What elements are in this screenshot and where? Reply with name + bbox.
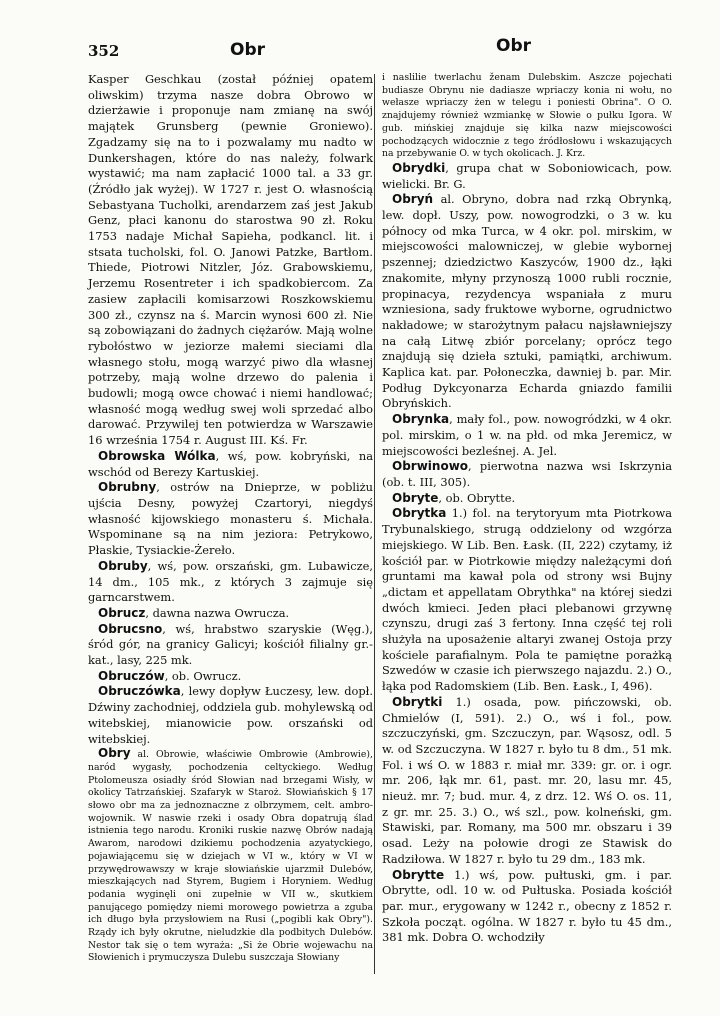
entry-headword: Obryte bbox=[392, 490, 439, 505]
dictionary-entry bbox=[382, 72, 672, 161]
dictionary-entry bbox=[382, 491, 672, 507]
entry-text: al. Obrowie, właściwie Ombrowie (Ambrowie), naród wygasły, pochodzenia celtyckiego. Według Ptolomeusza osiadły śród Słowian nad brzegami Wisły, w okolicy Tatrzańskiej. Szafaryk w Staroż. Słowiańskich § 17 słowo obr ma za jednoznaczne z olbrzymem, celt. ambro-wojownik. W naswie rzeki i osady Obra dopatrują ślad istnienia tego narodu. Kroniki ruskie nazwę Obrów nadają Awarom, narodowi dzikiemu pochodzenia azyatyckiego, pojawiającemu się w dziejach w VI w., który w VI w przywędrowawszy w kraje słowiańskie ujarzmił Dulebów, mieszkających nad Styrem, Bugiem i Horyniem. Według podania wyginęli oni zupełnie w VII w., skutkiem panującego pomiędzy niemi morowego powietrza a zguba ich długo była przysłowiem na Rusi („pogibli kak Obry"). Rządy ich były okrutne, nieludzkie dla podbitych Dulebów. Nestor tak się o tem wyraża: „Si że Obrie wojewachu na Słowienich i prymuczysza Dulebu suszczaja Słowiany bbox=[88, 749, 373, 964]
dictionary-entry bbox=[88, 480, 373, 559]
entry-text: al. Obryno, dobra nad rzką Obrynką, lew. dopł. Uszy, pow. nowogrodzki, o 3 w. ku północy od mka Turca, w 4 okr. pol. mirskim, w miejscowości malowniczej, w glebie wybornej pszennej; dziedzictwo Kaszyców, 1900 dz., łąki znakomite, młyny przynoszą 1000 rubli rocznie, propinacya, rezydencya wspaniała z muru wzniesiona, sady fruktowe wyborne, ogrudnictwo nakładowe; w starożytnym pałacu najsławniejszy na całą Litwę zbiór porcelany; oprócz tego znajdują się dzieła sztuki, pamiątki, archiwum. Kaplica kat. par. Połoneczka, dawniej b. par. Mir. Podług Dykcyonarza Echarda gniazdo familii Obryńskich. bbox=[382, 192, 672, 411]
entry-text: i naslilie twerlachu ženam Dulebskim. Aszcze pojechati budiasze Obrynu nie dadiasze wpriaczy konia ni wołu, no wełasze wpriaczy żen w telegu i poniesti Obrina". O O. znajdujemy również wzmiankę w Słowie o pułku Igora. W gub. mińskiej znajduje się kilka nazw miejscowości pochodzących widocznie z tego źródłosłowu i wskazujących na przebywanie O. w tych okolicach. J. Krz. bbox=[382, 72, 672, 160]
dictionary-entry bbox=[382, 868, 672, 947]
right-column bbox=[382, 72, 672, 946]
entry-headword: Obruby bbox=[98, 558, 148, 573]
entry-headword: Obrubny bbox=[98, 480, 157, 495]
entry-text: , wś, hrabstwo szaryskie (Węg.), śród gór, na granicy Galicyi; kościół filialny gr.-kat., lasy, 225 mk. bbox=[88, 621, 373, 668]
entry-headword: Obrytki bbox=[392, 694, 443, 709]
entry-headword: Obrowska Wólka bbox=[98, 448, 216, 463]
entry-text: , ob. Owrucz. bbox=[164, 668, 242, 683]
dictionary-entry bbox=[382, 192, 672, 412]
left-running-head: Obr bbox=[230, 40, 266, 60]
entry-headword: Obrytte bbox=[392, 867, 445, 882]
entry-text: 1.) fol. na terytoryum mta Piotrkowa Trybunalskiego, strugą oddzielony od wzgórza miejskiego. W Lib. Ben. Łask. (II, 222) czytamy, iż kościół par. w Piotrkowie między należącymi doń gruntami ma kawał pola od strony wsi Bujny „dictam et appellatam Obrythka" na której siedzi dwóch kmieci. Jeden płaci plebanowi grzywnę czynszu, drugi zaś 3 fertony. Inna część tej roli służyła na uposażenie altaryi zwanej Ostoja przy kościele parafialnym. Pola te pamiętne porażką Szwedów w czasie ich pierwszego najazdu. 2.) O., łąka pod Radomskiem (Lib. Ben. Łask., I, 496). bbox=[382, 506, 672, 694]
entry-text: , pierwotna nazwa wsi Iskrzynia (ob. t. III, 305). bbox=[382, 459, 672, 489]
entry-text: , wś, pow. orszański, gm. Lubawicze, 14 dm., 105 mk., z których 3 zajmuje się garncarstwem. bbox=[88, 558, 373, 605]
dictionary-entry bbox=[88, 684, 373, 747]
entry-text: , dawna nazwa Owrucza. bbox=[145, 605, 290, 620]
dictionary-entry bbox=[88, 747, 373, 965]
dictionary-entry bbox=[88, 559, 373, 606]
dictionary-entry bbox=[382, 459, 672, 490]
entry-headword: Obrucz bbox=[98, 605, 146, 620]
dictionary-entry bbox=[88, 606, 373, 622]
column-divider bbox=[374, 74, 375, 974]
page-number: 352 bbox=[88, 42, 120, 60]
dictionary-entry bbox=[382, 506, 672, 694]
entry-text: Kasper Geschkau (został później opatem oliwskim) trzyma nasze dobra Obrowo w dzierżawie i proponuje nam zmianę na swój majątek Grunsberg (pewnie Groniewo). Zgadzamy się na to i pozwalamy mu nadto w Dunkershagen, które do nas należy, folwark wystawić; ma nam zapłacić 1000 tal. a 33 gr. (Źródło jak wyżej). W 1727 r. jest O. własnością Sebastyana Tucholki, arendarzem zaś jest Jakub Genz, płaci kanonu do starostwa 90 zł. Roku 1753 nadaje Michał Sapieha, podkancl. lit. i stsata tucholski, fol. O. Janowi Patzke, Bartłom. Thiede, Piotrowi Nitzler, Józ. Grabowskiemu, Jerzemu Rosentreter i ich spadkobiercom. Za zasiew zapłacili komisarzowi Roszkowskiemu 300 zł., czynsz na ś. Marcin wynosi 600 zł. Nie są zobowiązani do żadnych ciężarów. Mają wolne rybołóstwo w jeziorze małemi sieciami dla własnego stołu, mogą warzyć piwo dla własnej potrzeby, mają wolne drzewo do palenia i budowli; mogą owce chować i niemi handlować; własność mogą według swej woli sprzedać albo darować. Przywilej ten potwierdza w Warszawie 16 września 1754 r. August III. Kś. Fr. bbox=[88, 72, 373, 448]
entry-headword: Obry bbox=[98, 746, 131, 761]
entry-text: , grupa chat w Soboniowicach, pow. wielicki. Br. G. bbox=[382, 160, 672, 191]
entry-text: , wś, pow. kobryński, na wschód od Berezy Kartuskiej. bbox=[88, 448, 373, 479]
entry-headword: Obrynka bbox=[392, 412, 450, 427]
left-column bbox=[88, 72, 373, 965]
dictionary-entry bbox=[382, 695, 672, 868]
entry-headword: Obruczówka bbox=[98, 684, 181, 699]
dictionary-entry bbox=[88, 72, 373, 449]
entry-text: 1.) wś, pow. pułtuski, gm. i par. Obrytte, odl. 10 w. od Pułtuska. Posiada kościół par. mur., erygowany w 1242 r., obecny z 1852 r. Szkoła począt. ogólna. W 1827 r. było tu 45 dm., 381 mk. Dobra O. wchodziły bbox=[382, 867, 672, 945]
dictionary-entry bbox=[88, 669, 373, 685]
dictionary-entry bbox=[88, 622, 373, 669]
entry-headword: Obrydki bbox=[392, 160, 446, 175]
entry-text: , lewy dopływ Łuczesy, lew. dopł. Dźwiny zachodniej, oddziela gub. mohylewską od witebskiej, mianowicie pow. orszański od witebskiej. bbox=[88, 684, 373, 746]
entry-text: , ostrów na Dnieprze, w pobliżu ujścia Desny, powyżej Czartoryi, niegdyś własność kijowskiego monasteru ś. Michała. Wspominane są na nim jeziora: Petrykowo, Płaskie, Tysiackie-Żereło. bbox=[88, 480, 373, 558]
dictionary-entry bbox=[88, 449, 373, 480]
entry-headword: Obrytka bbox=[392, 506, 447, 521]
entry-headword: Obruczów bbox=[98, 668, 165, 683]
entry-text: , mały fol., pow. nowogródzki, w 4 okr. pol. mirskim, o 1 w. na płd. od mka Jeremicz, w miejscowości bezleśnej. A. Jel. bbox=[382, 412, 672, 458]
entry-headword: Obrucsno bbox=[98, 621, 163, 636]
entry-text: 1.) osada, pow. pińczowski, ob. Chmielów (I, 591). 2.) O., wś i fol., pow. szczuczyński, gm. Szczuczyn, par. Wąsosz, odl. 5 w. od Szczuczyna. W 1827 r. było tu 8 dm., 51 mk. Fol. i wś O. w 1883 r. miał mr. 339: gr. or. i ogr. mr. 206, łąk mr. 61, past. mr. 20, lasu mr. 45, nieuż. mr. 7; bud. mur. 4, z drz. 12. Wś O. os. 11, z gr. mr. 25. 3.) O., wś szl., pow. kolneński, gm. Stawiski, par. Romany, ma 500 mr. obszaru i 39 osad. Leży na połowie drogi ze Stawisk do Radziłowa. W 1827 r. było tu 29 dm., 183 mk. bbox=[382, 694, 672, 866]
entry-headword: Obrwinowo bbox=[392, 459, 469, 474]
entry-text: , ob. Obrytte. bbox=[438, 490, 516, 505]
entry-headword: Obryń bbox=[392, 192, 434, 207]
dictionary-entry bbox=[382, 161, 672, 192]
dictionary-entry bbox=[382, 412, 672, 459]
right-running-head: Obr bbox=[496, 36, 532, 56]
